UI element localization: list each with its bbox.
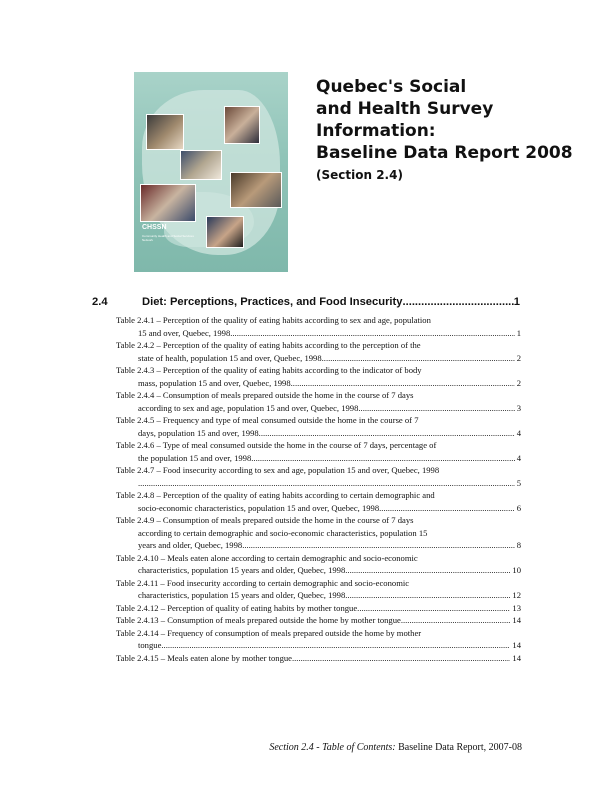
cover-photo	[140, 184, 196, 222]
toc-entry-text: Table 2.4.5 – Frequency and type of meal consumed outside the home in the course of 7	[116, 415, 419, 425]
toc-entry[interactable]	[116, 514, 521, 552]
dot-leader	[345, 589, 510, 602]
toc-entry[interactable]	[116, 577, 521, 602]
dot-leader	[401, 614, 511, 627]
toc-entry-text: state of health, population 15 and over, Quebec, 1998	[138, 352, 322, 363]
toc-entry[interactable]	[116, 627, 521, 652]
toc-entry-text: Table 2.4.9 – Consumption of meals prepared outside the home in the course of 7 days	[116, 515, 414, 525]
dot-leader	[161, 639, 510, 652]
cover-logo: CHSSN	[142, 224, 167, 231]
dot-leader	[357, 602, 510, 615]
toc-entry-text: Table 2.4.11 – Food insecurity according to certain demographic and socio-economic	[116, 577, 410, 588]
toc-page-number: 6	[516, 502, 521, 513]
footer-report: Baseline Data Report, 2007-08	[398, 742, 522, 753]
toc-entry-text: Table 2.4.3 – Perception of the quality of eating habits according to the indicator of body	[116, 365, 422, 375]
toc-entry-text: Table 2.4.10 – Meals eaten alone according to certain demographic and socio-economic	[116, 552, 418, 563]
toc-entry[interactable]	[116, 552, 521, 577]
toc-entry-text: Table 2.4.15 – Meals eaten alone by mother tongue	[116, 652, 292, 663]
toc-page-number: 3	[516, 402, 521, 413]
toc-entry-text: mass, population 15 and over, Quebec, 1998	[138, 377, 291, 388]
toc-page-number: 13	[512, 602, 521, 613]
dot-leader	[322, 352, 515, 365]
toc-entry-text: Table 2.4.1 – Perception of the quality of eating habits according to sex and age, population	[116, 315, 431, 325]
toc-entry[interactable]	[116, 339, 521, 364]
toc-page-number: 2	[516, 377, 521, 388]
toc-page-number: 1	[516, 327, 521, 338]
toc-page-number: 2	[516, 352, 521, 363]
toc-page-number: 10	[512, 565, 521, 575]
toc-page-number: 14	[512, 640, 521, 650]
toc-entry-text: socio-economic characteristics, population 15 and over, Quebec, 1998	[138, 502, 380, 513]
cover-photo	[224, 106, 260, 144]
section-heading[interactable]	[92, 296, 520, 308]
toc-entry-text: Table 2.4.4 – Consumption of meals prepared outside the home in the course of 7 days	[116, 390, 414, 400]
dot-leader	[291, 377, 515, 390]
dot-leader	[345, 564, 510, 577]
title-line: Information:	[316, 121, 436, 141]
dot-leader	[379, 502, 515, 515]
toc-entry[interactable]	[116, 602, 521, 615]
toc-page-number: 8	[516, 540, 521, 550]
toc-entry-text: according to certain demographic and socio-economic characteristics, population 15	[138, 527, 428, 538]
dot-leader	[259, 427, 515, 440]
dot-leader	[403, 296, 514, 308]
page-footer	[269, 742, 522, 753]
dot-leader	[358, 402, 514, 415]
footer-section: Section 2.4 - Table of Contents:	[269, 742, 396, 753]
title-section: (Section 2.4)	[316, 168, 403, 182]
toc-entry-text: according to sex and age, population 15 and over, Quebec, 1998	[138, 402, 359, 413]
dot-leader	[230, 327, 514, 340]
toc-entry[interactable]	[116, 314, 521, 339]
toc-entry-text: Table 2.4.14 – Frequency of consumption of meals prepared outside the home by mother	[116, 627, 422, 638]
toc-page-number: 5	[516, 477, 521, 488]
toc-page-number: 12	[512, 590, 521, 600]
document-title	[316, 76, 576, 184]
cover-photo	[180, 150, 222, 180]
cover-photo	[230, 172, 282, 208]
toc-entry-text: Table 2.4.7 – Food insecurity according to sex and age, population 15 and over, Quebec, 1998	[116, 465, 440, 475]
cover-subtitle: Community Health and Social Services Network	[142, 234, 194, 242]
section-title: Diet: Perceptions, Practices, and Food Insecurity	[142, 296, 403, 308]
section-page: 1	[513, 296, 520, 308]
toc-page-number: 4	[516, 427, 521, 438]
toc-page-number: 14	[512, 615, 521, 625]
toc-entry-text: characteristics, population 15 years and older, Quebec, 1998	[138, 565, 346, 575]
dot-leader	[292, 652, 510, 665]
toc-entry[interactable]	[116, 439, 521, 464]
toc-entry[interactable]	[116, 652, 521, 665]
title-line: Baseline Data Report 2008	[316, 143, 573, 163]
toc-entry-text: Table 2.4.2 – Perception of the quality of eating habits according to the perception of the	[116, 340, 421, 350]
toc-page-number: 14	[512, 652, 521, 663]
toc-list	[116, 314, 521, 664]
toc-entry-text: 15 and over, Quebec, 1998	[138, 327, 231, 338]
toc-entry[interactable]	[116, 489, 521, 514]
dot-leader	[138, 477, 515, 490]
toc-entry-text: tongue	[138, 640, 162, 650]
title-line: and Health Survey	[316, 99, 494, 119]
cover-photo	[146, 114, 184, 150]
title-line: Quebec's Social	[316, 77, 467, 97]
toc-entry-text: Table 2.4.8 – Perception of the quality of eating habits according to certain demographic and	[116, 490, 435, 500]
toc-entry[interactable]	[116, 414, 521, 439]
toc-entry-text: Table 2.4.12 – Perception of quality of eating habits by mother tongue	[116, 602, 358, 613]
toc-entry-text: days, population 15 and over, 1998	[138, 427, 259, 438]
dot-leader	[251, 452, 514, 465]
section-number: 2.4	[92, 296, 108, 308]
toc-entry[interactable]	[116, 464, 521, 489]
toc-entry-text: Table 2.4.6 – Type of meal consumed outside the home in the course of 7 days, percentage of	[116, 440, 437, 450]
cover-photo	[206, 216, 244, 248]
toc-entry-text: characteristics, population 15 years and older, Quebec, 1998	[138, 590, 346, 600]
toc-entry-text: years and older, Quebec, 1998	[138, 540, 243, 550]
toc-entry-text: the population 15 and over, 1998	[138, 452, 252, 463]
dot-leader	[242, 539, 515, 552]
toc-entry[interactable]	[116, 364, 521, 389]
toc-entry[interactable]	[116, 614, 521, 627]
toc-entry-text: Table 2.4.13 – Consumption of meals prepared outside the home by mother tongue	[116, 615, 401, 625]
cover-image	[134, 72, 288, 272]
toc-page-number: 4	[516, 452, 521, 463]
toc-entry[interactable]	[116, 389, 521, 414]
